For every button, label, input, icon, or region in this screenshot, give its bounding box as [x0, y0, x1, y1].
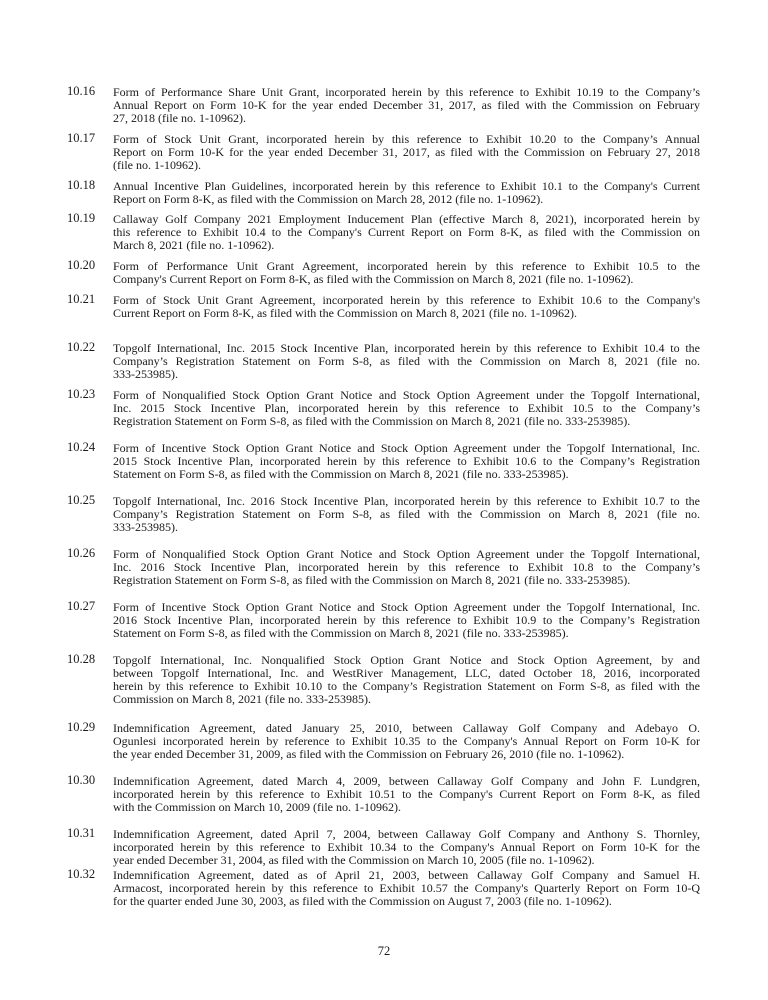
exhibit-description-line: Form of Nonqualified Stock Option Grant Notice and Stock Option Agreement under the Topgolf International,	[113, 547, 700, 561]
exhibit-number: 10.22	[67, 340, 96, 354]
exhibit-description-line: Registration Statement on Form S-8, as filed with the Commission on March 8, 2021 (file no. 333-253985).	[113, 414, 631, 428]
exhibit-description-line: 2016 Stock Incentive Plan, incorporated herein by this reference to Exhibit 10.9 to the Company’s Registration	[113, 613, 700, 627]
exhibit-description	[113, 869, 700, 908]
exhibit-number: 10.32	[67, 867, 96, 881]
exhibit-description	[113, 180, 700, 206]
exhibit-description-line: the year ended December 31, 2009, as filed with the Commission on February 26, 2010 (file no. 1-10962).	[113, 747, 625, 761]
exhibit-description-line: Indemnification Agreement, dated January 25, 2010, between Callaway Golf Company and Adebayo O.	[113, 721, 700, 735]
exhibit-description-line: Topgolf International, Inc. 2015 Stock Incentive Plan, incorporated herein by this reference to Exhibit 10.4 to the	[113, 341, 700, 355]
exhibit-description	[113, 775, 700, 814]
exhibit-number: 10.23	[67, 387, 96, 401]
exhibit-description-line: March 8, 2021 (file no. 1-10962).	[113, 238, 275, 252]
exhibit-number: 10.21	[67, 292, 96, 306]
exhibit-number: 10.20	[67, 258, 96, 272]
exhibit-description-line: between Topgolf International, Inc. and WestRiver Management, LLC, dated October 18, 2016, incorporated	[113, 666, 700, 680]
exhibit-description-line: Topgolf International, Inc. 2016 Stock Incentive Plan, incorporated herein by this reference to Exhibit 10.7 to the	[113, 494, 700, 508]
exhibit-description-line: Form of Stock Unit Grant Agreement, incorporated herein by this reference to Exhibit 10.6 to the Company's	[113, 293, 700, 307]
exhibit-description	[113, 342, 700, 381]
exhibit-number: 10.28	[67, 652, 96, 666]
exhibit-description-line: Company’s Registration Statement on Form S-8, as filed with the Commission on March 8, 2021 (file no.	[113, 507, 700, 521]
exhibit-description-line: 2015 Stock Incentive Plan, incorporated herein by this reference to Exhibit 10.6 to the Company’s Registration	[113, 454, 700, 468]
exhibit-description-line: incorporated herein by this reference to Exhibit 10.34 to the Company's Annual Report on Form 10-K for the	[113, 840, 700, 854]
exhibit-number: 10.26	[67, 546, 96, 560]
page-number: 72	[377, 944, 391, 958]
exhibit-description	[113, 548, 700, 587]
exhibit-description-line: Form of Incentive Stock Option Grant Notice and Stock Option Agreement under the Topgolf International, Inc.	[113, 441, 700, 455]
exhibit-number: 10.19	[67, 211, 96, 225]
exhibit-description-line: Form of Stock Unit Grant, incorporated herein by this reference to Exhibit 10.20 to the Company’s Annual	[113, 132, 700, 146]
exhibit-description	[113, 213, 700, 252]
exhibit-number: 10.18	[67, 178, 96, 192]
exhibit-description-line: Commission on March 8, 2021 (file no. 333-253985).	[113, 692, 371, 706]
exhibit-description-line: 333-253985).	[113, 367, 178, 381]
exhibit-description-line: Topgolf International, Inc. Nonqualified Stock Option Grant Notice and Stock Option Agreement, by and	[113, 653, 700, 667]
exhibit-description-line: Armacost, incorporated herein by this reference to Exhibit 10.57 the Company's Quarterly Report on Form 10-Q	[113, 881, 700, 895]
exhibit-description-line: Inc. 2015 Stock Incentive Plan, incorporated herein by this reference to Exhibit 10.5 to the Company’s	[113, 401, 700, 415]
exhibit-description-line: 333-253985).	[113, 520, 178, 534]
exhibit-description-line: Registration Statement on Form S-8, as filed with the Commission on March 8, 2021 (file no. 333-253985).	[113, 573, 631, 587]
exhibit-description-line: Form of Nonqualified Stock Option Grant Notice and Stock Option Agreement under the Topgolf International,	[113, 388, 700, 402]
exhibit-description-line: for the quarter ended June 30, 2003, as filed with the Commission on August 7, 2003 (file no. 1-10962).	[113, 894, 612, 908]
exhibit-description	[113, 495, 700, 534]
exhibit-description-line: Report on Form 10-K for the year ended December 31, 2017, as filed with the Commission on February 27, 2018	[113, 145, 700, 159]
exhibit-description-line: (file no. 1-10962).	[113, 158, 201, 172]
exhibit-description-line: Form of Performance Share Unit Grant, incorporated herein by this reference to Exhibit 10.19 to the Company’s	[113, 85, 700, 99]
exhibit-description-line: 27, 2018 (file no. 1-10962).	[113, 111, 246, 125]
exhibit-description-line: Report on Form 8-K, as filed with the Commission on March 28, 2012 (file no. 1-10962).	[113, 192, 544, 206]
exhibit-description-line: Indemnification Agreement, dated March 4, 2009, between Callaway Golf Company and John F. Lundgren,	[113, 774, 700, 788]
exhibit-description-line: year ended December 31, 2004, as filed with the Commission on March 10, 2005 (file no. 1-10962).	[113, 853, 595, 867]
exhibit-number: 10.16	[67, 84, 96, 98]
exhibit-description-line: Callaway Golf Company 2021 Employment Inducement Plan (effective March 8, 2021), incorporated herein by	[113, 212, 700, 226]
exhibit-description	[113, 654, 700, 706]
exhibit-description-line: Annual Incentive Plan Guidelines, incorporated herein by this reference to Exhibit 10.1 to the Company's Current	[113, 179, 700, 193]
exhibit-number: 10.24	[67, 440, 96, 454]
exhibit-number: 10.31	[67, 826, 96, 840]
exhibit-description-line: Statement on Form S-8, as filed with the Commission on March 8, 2021 (file no. 333-253985).	[113, 467, 569, 481]
exhibit-number: 10.17	[67, 131, 96, 145]
exhibit-description-line: this reference to Exhibit 10.4 to the Company's Current Report on Form 8-K, as filed with the Commission on	[113, 225, 700, 239]
exhibit-number: 10.29	[67, 720, 96, 734]
exhibit-description	[113, 828, 700, 867]
exhibit-description-line: Indemnification Agreement, dated April 7, 2004, between Callaway Golf Company and Anthony S. Thornley,	[113, 827, 700, 841]
exhibit-description-line: Inc. 2016 Stock Incentive Plan, incorporated herein by this reference to Exhibit 10.8 to the Company’s	[113, 560, 700, 574]
exhibit-description	[113, 294, 700, 320]
exhibit-description	[113, 133, 700, 172]
exhibit-number: 10.27	[67, 599, 96, 613]
exhibit-description-line: herein by this reference to Exhibit 10.10 to the Company’s Registration Statement on Form S-8, as filed with the	[113, 679, 700, 693]
exhibit-number: 10.30	[67, 773, 96, 787]
exhibit-description	[113, 389, 700, 428]
exhibit-description-line: Ogunlesi incorporated herein by reference to Exhibit 10.35 to the Company's Annual Report on Form 10-K for	[113, 734, 700, 748]
exhibit-description-line: incorporated herein by this reference to Exhibit 10.51 to the Company's Current Report on Form 8-K, as filed	[113, 787, 700, 801]
exhibit-description	[113, 86, 700, 125]
exhibit-description-line: Company's Current Report on Form 8-K, as filed with the Commission on March 8, 2021 (file no. 1-10962).	[113, 272, 634, 286]
exhibit-description	[113, 722, 700, 761]
exhibit-description-line: Company’s Registration Statement on Form S-8, as filed with the Commission on March 8, 2021 (file no.	[113, 354, 700, 368]
exhibit-description	[113, 442, 700, 481]
exhibit-description	[113, 601, 700, 640]
exhibit-description	[113, 260, 700, 286]
exhibit-description-line: Annual Report on Form 10-K for the year ended December 31, 2017, as filed with the Commission on February	[113, 98, 700, 112]
exhibit-number: 10.25	[67, 493, 96, 507]
exhibit-description-line: Form of Incentive Stock Option Grant Notice and Stock Option Agreement under the Topgolf International, Inc.	[113, 600, 700, 614]
exhibit-description-line: with the Commission on March 10, 2009 (file no. 1-10962).	[113, 800, 401, 814]
exhibit-description-line: Statement on Form S-8, as filed with the Commission on March 8, 2021 (file no. 333-253985).	[113, 626, 569, 640]
exhibit-description-line: Indemnification Agreement, dated as of April 21, 2003, between Callaway Golf Company and Samuel H.	[113, 868, 700, 882]
exhibit-description-line: Current Report on Form 8-K, as filed with the Commission on March 8, 2021 (file no. 1-10962).	[113, 306, 577, 320]
exhibit-description-line: Form of Performance Unit Grant Agreement, incorporated herein by this reference to Exhibit 10.5 to the	[113, 259, 700, 273]
